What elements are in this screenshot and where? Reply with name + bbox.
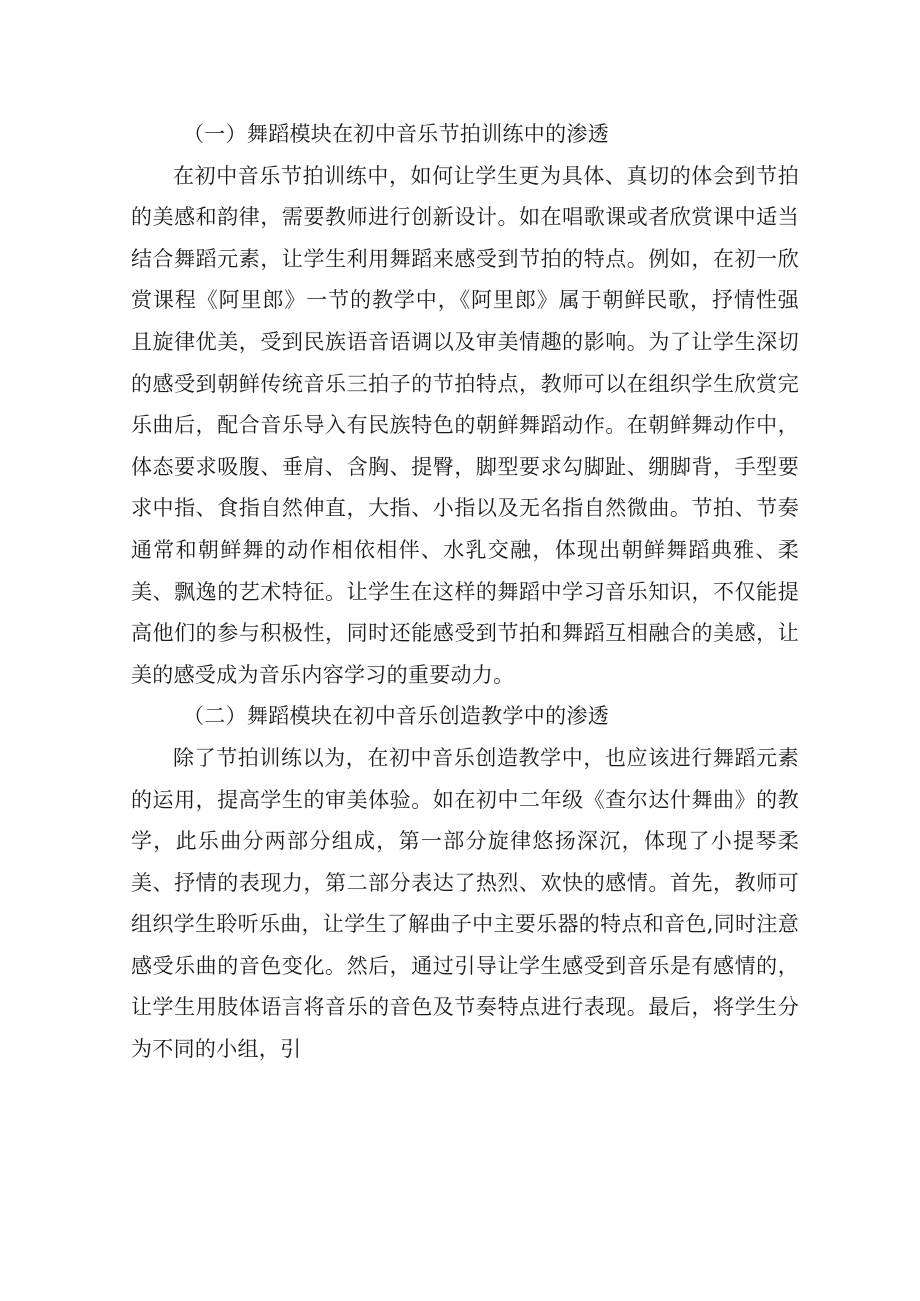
- document-body: [131, 114, 799, 1071]
- section-2-heading: （二）舞蹈模块在初中音乐创造教学中的渗透: [183, 704, 609, 729]
- section-1-heading: （一）舞蹈模块在初中音乐节拍训练中的渗透: [183, 122, 609, 146]
- section-2-paragraph: 除了节拍训练以为，在初中音乐创造教学中，也应该进行舞蹈元素的运用，提高学生的审美体验。如在初中二年级《查尔达什舞曲》的教学，此乐曲分两部分组成，第一部分旋律悠扬深沉，体现了小提琴柔美、抒情的表现力，第二部分表达了热烈、欢快的感情。首先，教师可组织学生聆听乐曲，让学生了解曲子中主要乐器的特点和音色,同时注意感受乐曲的音色变化。然后，通过引导让学生感受到音乐是有感情的，让学生用肢体语言将音乐的音色及节奏特点进行表现。最后，将学生分为不同的小组，引: [131, 745, 799, 1062]
- section-1-paragraph: 在初中音乐节拍训练中，如何让学生更为具体、真切的体会到节拍的美感和韵律，需要教师进行创新设计。如在唱歌课或者欣赏课中适当结合舞蹈元素，让学生利用舞蹈来感受到节拍的特点。例如，在初一欣赏课程《阿里郎》一节的教学中，《阿里郎》属于朝鲜民歌，抒情性强且旋律优美，受到民族语音语调以及审美情趣的影响。为了让学生深切的感受到朝鲜传统音乐三拍子的节拍特点，教师可以在组织学生欣赏完乐曲后，配合音乐导入有民族特色的朝鲜舞蹈动作。在朝鲜舞动作中，体态要求吸腹、垂肩、含胸、提臀，脚型要求勾脚趾、绷脚背，手型要求中指、食指自然伸直，大指、小指以及无名指自然微曲。节拍、节奏通常和朝鲜舞的动作相依相伴、水乳交融，体现出朝鲜舞蹈典雅、柔美、飘逸的艺术特征。让学生在这样的舞蹈中学习音乐知识，不仅能提高他们的参与积极性，同时还能感受到节拍和舞蹈互相融合的美感，让美的感受成为音乐内容学习的重要动力。: [131, 163, 799, 687]
